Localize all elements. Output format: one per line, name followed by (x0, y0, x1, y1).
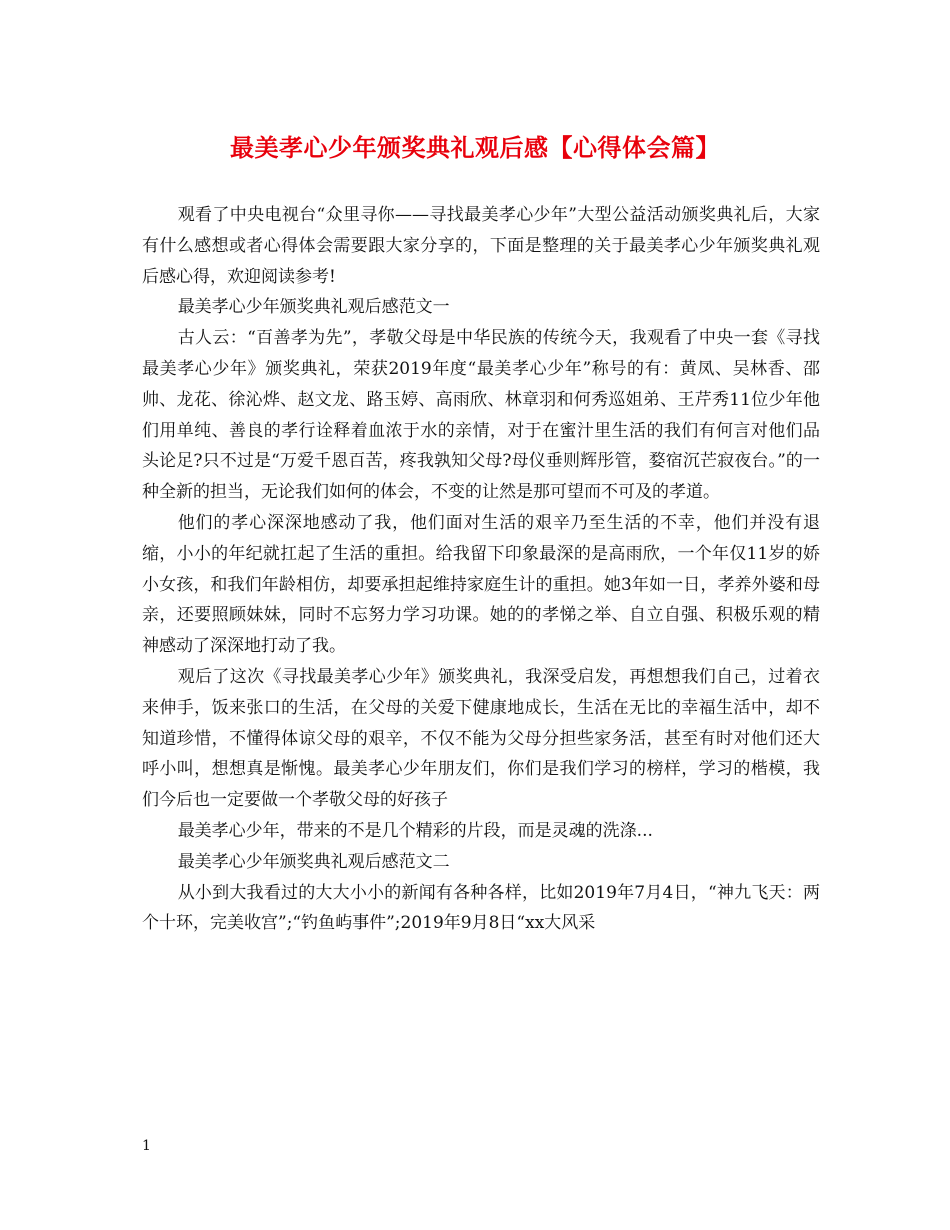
document-title: 最美孝心少年颁奖典礼观后感【心得体会篇】 (230, 133, 720, 162)
body-paragraph: 从小到大我看过的大大小小的新闻有各种各样，比如2019年7月4日，“神九飞天：两个十环，完美收宫”;“钓鱼屿事件”;2019年9月8日“xx大风采 (142, 882, 820, 934)
body-paragraph: 他们的孝心深深地感动了我，他们面对生活的艰辛乃至生活的不幸，他们并没有退缩，小小的年纪就扛起了生活的重担。给我留下印象最深的是高雨欣，一个年仅11岁的娇小女孩，和我们年龄相仿，却要承担起维持家庭生计的重担。她3年如一日，孝养外婆和母亲，还要照顾妹妹，同时不忘努力学习功课。她的的孝悌之举、自立自强、积极乐观的精神感动了深深地打动了我。 (142, 512, 820, 657)
section-heading-one: 最美孝心少年颁奖典礼观后感范文一 (177, 297, 450, 318)
body-paragraph: 古人云：“百善孝为先”，孝敬父母是中华民族的传统今天，我观看了中央一套《寻找最美孝心少年》颁奖典礼，荣获2019年度“最美孝心少年”称号的有：黄凤、吴林香、邵帅、龙花、徐沁烨、赵文龙、路玉婷、高雨欣、林章羽和何秀巡姐弟、王芹秀11位少年他们用单纯、善良的孝行诠释着血浓于水的亲情，对于在蜜汁里生活的我们有何言对他们品头论足?只不过是“万爱千恩百苦，疼我孰知父母?母仪垂则辉彤管，婺宿沉芒寂夜台。”的一种全新的担当，无论我们如何的体会，不变的让然是那可望而不可及的孝道。 (142, 328, 820, 503)
section-heading-two: 最美孝心少年颁奖典礼观后感范文二 (177, 851, 450, 872)
document-body (142, 200, 820, 939)
body-paragraph: 最美孝心少年，带来的不是几个精彩的片段，而是灵魂的洗涤... (177, 820, 653, 841)
page-number: 1 (142, 1138, 151, 1154)
intro-paragraph: 观看了中央电视台“众里寻你——寻找最美孝心少年”大型公益活动颁奖典礼后，大家有什么感想或者心得体会需要跟大家分享的，下面是整理的关于最美孝心少年颁奖典礼观后感心得，欢迎阅读参考! (142, 205, 820, 287)
body-paragraph: 观后了这次《寻找最美孝心少年》颁奖典礼，我深受启发，再想想我们自己，过着衣来伸手，饭来张口的生活，在父母的关爱下健康地成长，生活在无比的幸福生活中，却不知道珍惜，不懂得体谅父母的艰辛，不仅不能为父母分担些家务活，甚至有时对他们还大呼小叫，想想真是惭愧。最美孝心少年朋友们，你们是我们学习的榜样，学习的楷模，我们今后也一定要做一个孝敬父母的好孩子 (142, 666, 820, 811)
